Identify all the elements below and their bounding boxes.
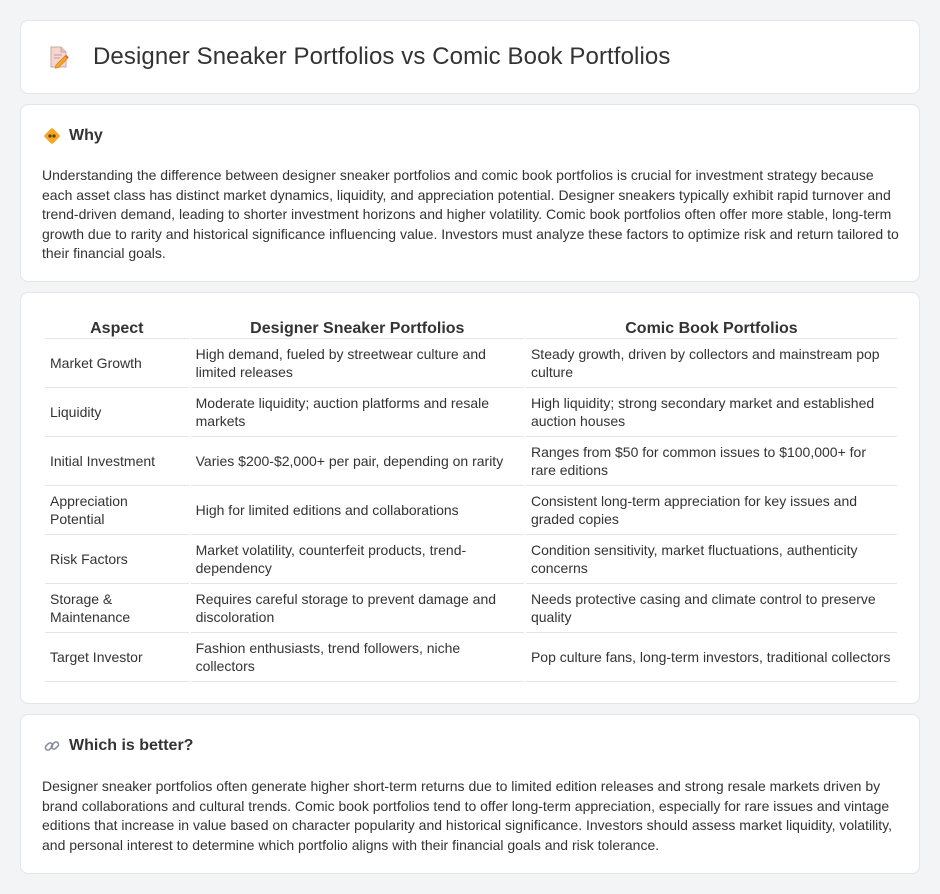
header-aspect: Aspect [45,317,189,339]
diamond-sign-icon [43,127,61,145]
sneaker-cell: Varies $200-$2,000+ per pair, depending on rarity [191,437,524,486]
table-row [45,339,897,388]
aspect-cell: Target Investor [45,633,189,682]
comic-cell: Condition sensitivity, market fluctuations, authenticity concerns [526,535,897,584]
header-comic: Comic Book Portfolios [526,317,897,339]
better-heading-row [43,737,193,755]
comic-cell: Steady growth, driven by collectors and mainstream pop culture [526,339,897,388]
aspect-cell: Storage & Maintenance [45,584,189,633]
sneaker-cell: High demand, fueled by streetwear culture and limited releases [191,339,524,388]
sneaker-cell: Moderate liquidity; auction platforms and resale markets [191,388,524,437]
comic-cell: Needs protective casing and climate control to preserve quality [526,584,897,633]
aspect-cell: Market Growth [45,339,189,388]
header-sneaker: Designer Sneaker Portfolios [191,317,524,339]
link-icon [43,737,61,755]
table-row [45,584,897,633]
which-better-section [20,714,920,874]
comic-cell: Pop culture fans, long-term investors, traditional collectors [526,633,897,682]
aspect-cell: Risk Factors [45,535,189,584]
table-row [45,388,897,437]
title-card [20,20,920,94]
aspect-cell: Appreciation Potential [45,486,189,535]
table-row [45,535,897,584]
sneaker-cell: Fashion enthusiasts, trend followers, niche collectors [191,633,524,682]
table-row [45,486,897,535]
aspect-cell: Initial Investment [45,437,189,486]
comic-cell: Consistent long-term appreciation for key issues and graded copies [526,486,897,535]
why-heading-row [43,127,103,145]
why-text: Understanding the difference between designer sneaker portfolios and comic book portfolios is crucial for investment strategy because each asset class has distinct market dynamics, liquidity, and appreciation potential. Designer sneakers typically exhibit rapid turnover and trend-driven demand, leading to shorter investment horizons and higher volatility. Comic book portfolios often offer more stable, long-term growth due to rarity and historical significance influencing value. Investors must analyze these factors to optimize risk and return tailored to their financial goals. [42,167,899,261]
comic-cell: Ranges from $50 for common issues to $100,000+ for rare editions [526,437,897,486]
comic-cell: High liquidity; strong secondary market and established auction houses [526,388,897,437]
sneaker-cell: Market volatility, counterfeit products, trend-dependency [191,535,524,584]
better-text: Designer sneaker portfolios often generate higher short-term returns due to limited edition releases and strong resale markets driven by brand collaborations and cultural trends. Comic book portfolios tend to offer long-term appreciation, especially for rare issues and vintage editions that increase in value based on character popularity and historical significance. Investors should assess market liquidity, volatility, and personal interest to determine which portfolio aligns with their financial goals and risk tolerance. [42,778,893,853]
comparison-table [43,317,899,682]
sneaker-cell: Requires careful storage to prevent damage and discoloration [191,584,524,633]
sneaker-cell: High for limited editions and collaborations [191,486,524,535]
better-heading: Which is better? [69,737,194,754]
why-section [20,104,920,282]
page-title: Designer Sneaker Portfolios vs Comic Book Portfolios [93,43,671,70]
table-row [45,437,897,486]
why-heading: Why [69,127,103,144]
comparison-table-card [20,292,920,704]
document-pencil-icon [47,45,71,69]
table-header-row [45,317,897,339]
aspect-cell: Liquidity [45,388,189,437]
table-row [45,633,897,682]
